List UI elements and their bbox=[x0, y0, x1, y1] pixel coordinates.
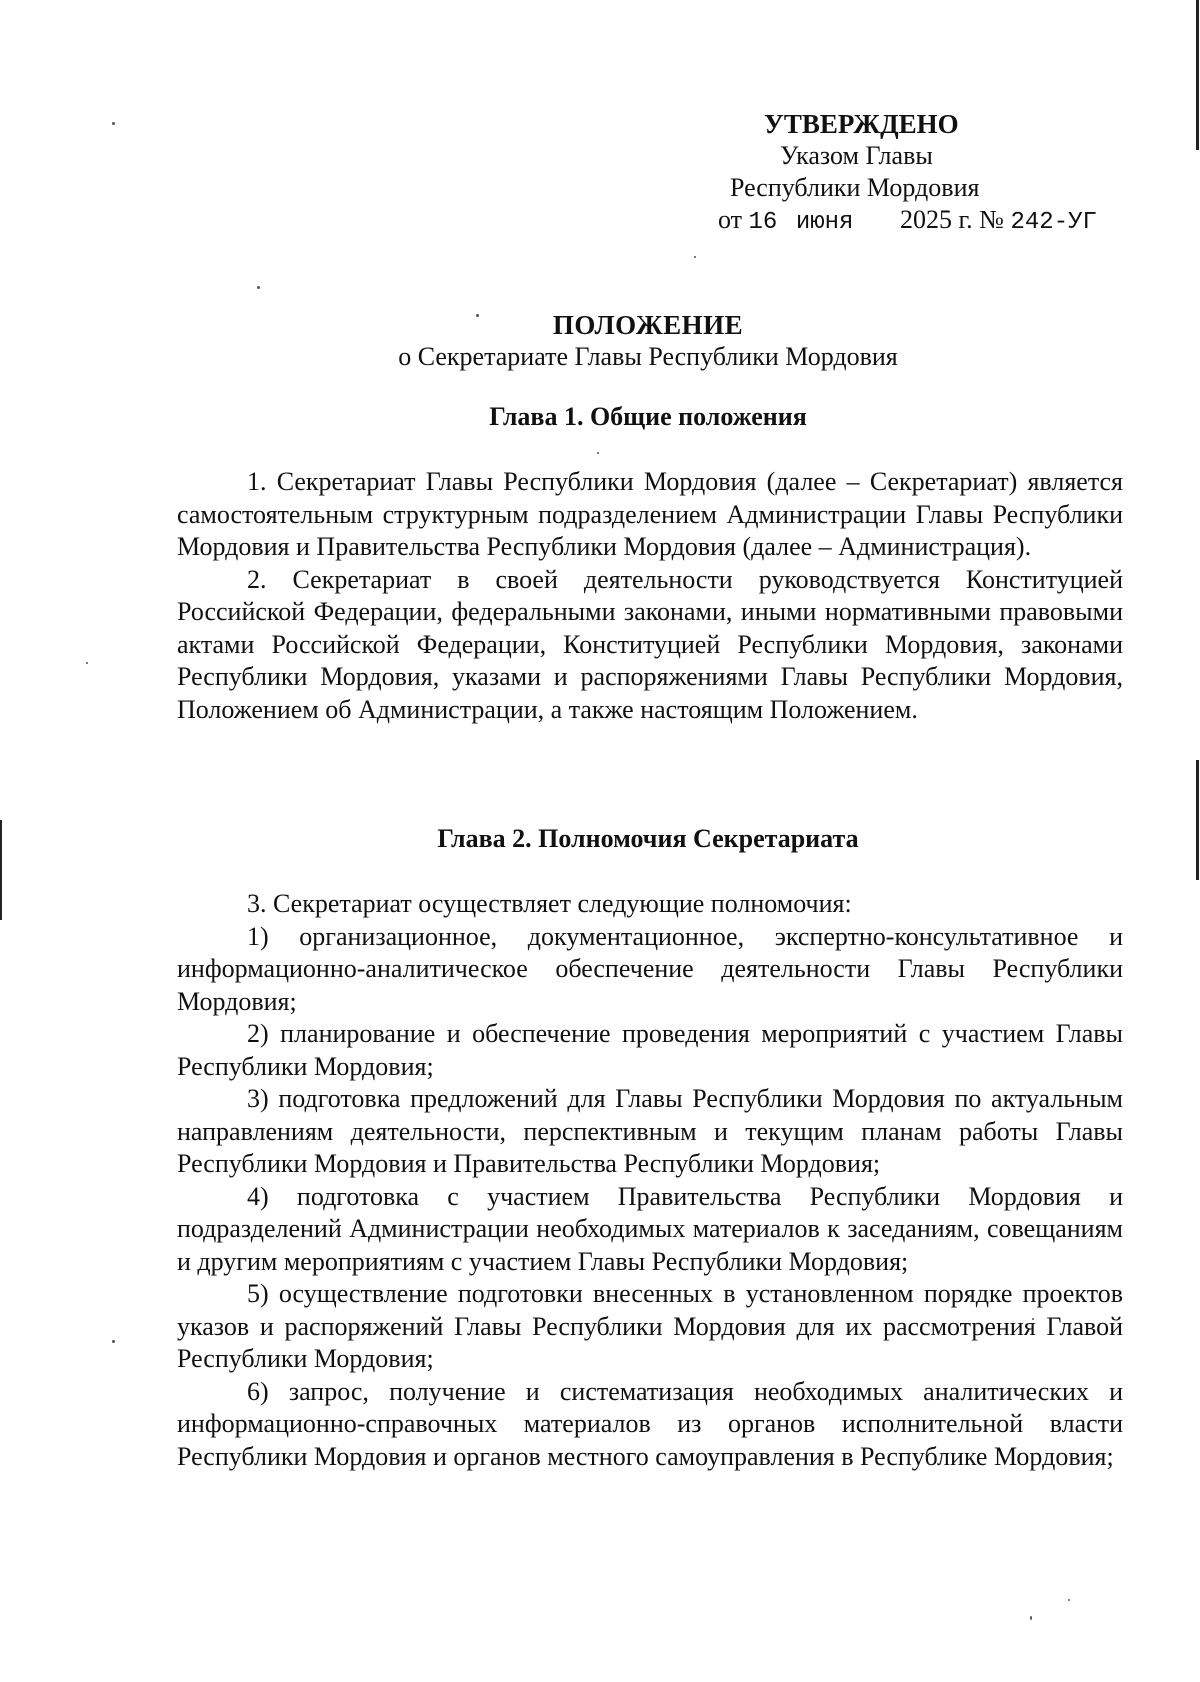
date-year: 2025 г. № bbox=[899, 205, 1004, 234]
scan-speck bbox=[112, 1340, 115, 1343]
list-item: 4) подготовка с участием Правительства Республики Мордовия и подразделений Администрации необходимых материалов к заседаниям, совещаниям и другим мероприятиям с участием Главы Республики Мордовия; bbox=[177, 1181, 1123, 1276]
chapter-1-body bbox=[177, 466, 1123, 726]
date-month: июня bbox=[795, 209, 854, 236]
approval-line-republic: Республики Мордовия bbox=[730, 173, 980, 202]
scan-speck bbox=[257, 286, 260, 289]
approval-block bbox=[700, 108, 1130, 239]
list-item: 2) планирование и обеспечение проведения мероприятий с участием Главы Республики Мордовия; bbox=[177, 1019, 1123, 1081]
list-item: 1) организационное, документационное, экспертно-консультативное и информационно-аналитическое обеспечение деятельности Главы Республики Мордовия; bbox=[177, 921, 1123, 1016]
date-prefix: от bbox=[718, 205, 743, 234]
paragraph: 2. Секретариат в своей деятельности руководствуется Конституцией Российской Федерации, федеральными законами, иными нормативными правовыми актами Российской Федерации, Конституцией Республики Мордовия, законами Республики Мордовия, указами и распоряжениями Главы Республики Мордовия, Положением об Администрации, а также настоящим Положением. bbox=[177, 564, 1123, 724]
document-subtitle: о Секретариате Главы Республики Мордовия bbox=[398, 342, 898, 371]
scan-speck bbox=[1068, 1599, 1070, 1601]
decree-number: 242-УГ bbox=[1010, 209, 1097, 236]
scan-edge-mark bbox=[1196, 760, 1199, 880]
scan-speck bbox=[597, 452, 599, 454]
scan-speck bbox=[694, 256, 696, 258]
approval-line-decree: Указом Главы bbox=[780, 141, 933, 170]
approval-date-line bbox=[718, 204, 1130, 239]
date-day: 16 bbox=[748, 209, 778, 236]
list-item: 5) осуществление подготовки внесенных в установленном порядке проектов указов и распоряжений Главы Республики Мордовия для их рассмотрения Главой Республики Мордовия; bbox=[177, 1279, 1123, 1373]
document-title: ПОЛОЖЕНИЕ bbox=[552, 310, 744, 340]
list-item: 6) запрос, получение и систематизация необходимых аналитических и информационно-справочных материалов из органов исполнительной власти Республики Мордовия и органов местного самоуправления в Республике Мордовия; bbox=[177, 1376, 1123, 1471]
scan-speck bbox=[112, 122, 115, 125]
chapter-2-heading: Глава 2. Полномочия Секретариата bbox=[437, 824, 859, 853]
approval-heading: УТВЕРЖДЕНО bbox=[764, 109, 959, 139]
paragraph: 3. Секретариат осуществляет следующие полномочия: bbox=[247, 889, 852, 918]
paragraph: 1. Секретариат Главы Республики Мордовия (далее – Секретариат) является самостоятельным структурным подразделением Администрации Главы Республики Мордовия и Правительства Республики Мордовия (далее – Администрация). bbox=[177, 467, 1123, 561]
scan-speck bbox=[86, 662, 88, 664]
chapter-1-heading: Глава 1. Общие положения bbox=[489, 402, 807, 431]
scan-speck bbox=[1030, 1616, 1032, 1620]
chapter-2-body bbox=[177, 888, 1123, 1473]
scan-edge-mark bbox=[1196, 0, 1199, 150]
list-item: 3) подготовка предложений для Главы Республики Мордовия по актуальным направлениям деятельности, перспективным и текущим планам работы Главы Республики Мордовия и Правительства Республики Мордовия; bbox=[177, 1084, 1123, 1178]
